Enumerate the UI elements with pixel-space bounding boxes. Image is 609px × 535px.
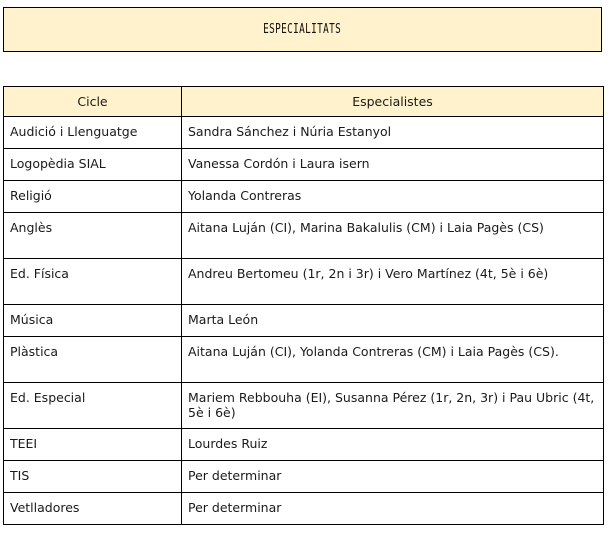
especialistes-cell: Sandra Sánchez i Núria Estanyol <box>182 117 604 149</box>
table-row <box>4 213 604 259</box>
table-row <box>4 117 604 149</box>
cicle-cell: Música <box>4 305 182 337</box>
column-header-cicle: Cicle <box>4 87 182 117</box>
table-row <box>4 181 604 213</box>
especialistes-cell: Per determinar <box>182 493 604 525</box>
cicle-cell: Religió <box>4 181 182 213</box>
table-row <box>4 149 604 181</box>
especialistes-cell: Marta León <box>182 305 604 337</box>
cicle-cell: TIS <box>4 461 182 493</box>
title-banner <box>3 7 602 52</box>
cicle-cell: Ed. Especial <box>4 383 182 429</box>
especialistes-cell: Vanessa Cordón i Laura isern <box>182 149 604 181</box>
specialists-table <box>3 86 604 525</box>
table-row <box>4 461 604 493</box>
especialistes-cell: Andreu Bertomeu (1r, 2n i 3r) i Vero Martínez (4t, 5è i 6è) <box>182 259 604 305</box>
especialistes-cell: Lourdes Ruiz <box>182 429 604 461</box>
table-row <box>4 305 604 337</box>
especialistes-cell: Yolanda Contreras <box>182 181 604 213</box>
cicle-cell: Plàstica <box>4 337 182 383</box>
especialistes-cell: Mariem Rebbouha (EI), Susanna Pérez (1r, 2n, 3r) i Pau Ubric (4t, 5è i 6è) <box>182 383 604 429</box>
cicle-cell: Ed. Física <box>4 259 182 305</box>
table-header-row <box>4 87 604 117</box>
table-row <box>4 259 604 305</box>
cicle-cell: Anglès <box>4 213 182 259</box>
table-row <box>4 493 604 525</box>
column-header-especialistes: Especialistes <box>182 87 604 117</box>
table-row <box>4 383 604 429</box>
cicle-cell: TEEI <box>4 429 182 461</box>
cicle-cell: Audició i Llenguatge <box>4 117 182 149</box>
cicle-cell: Vetlladores <box>4 493 182 525</box>
table-row <box>4 337 604 383</box>
especialistes-cell: Per determinar <box>182 461 604 493</box>
page-title: ESPECIALITATS <box>263 22 342 37</box>
cicle-cell: Logopèdia SIAL <box>4 149 182 181</box>
especialistes-cell: Aitana Luján (CI), Yolanda Contreras (CM) i Laia Pagès (CS). <box>182 337 604 383</box>
table-row <box>4 429 604 461</box>
especialistes-cell: Aitana Luján (CI), Marina Bakalulis (CM) i Laia Pagès (CS) <box>182 213 604 259</box>
